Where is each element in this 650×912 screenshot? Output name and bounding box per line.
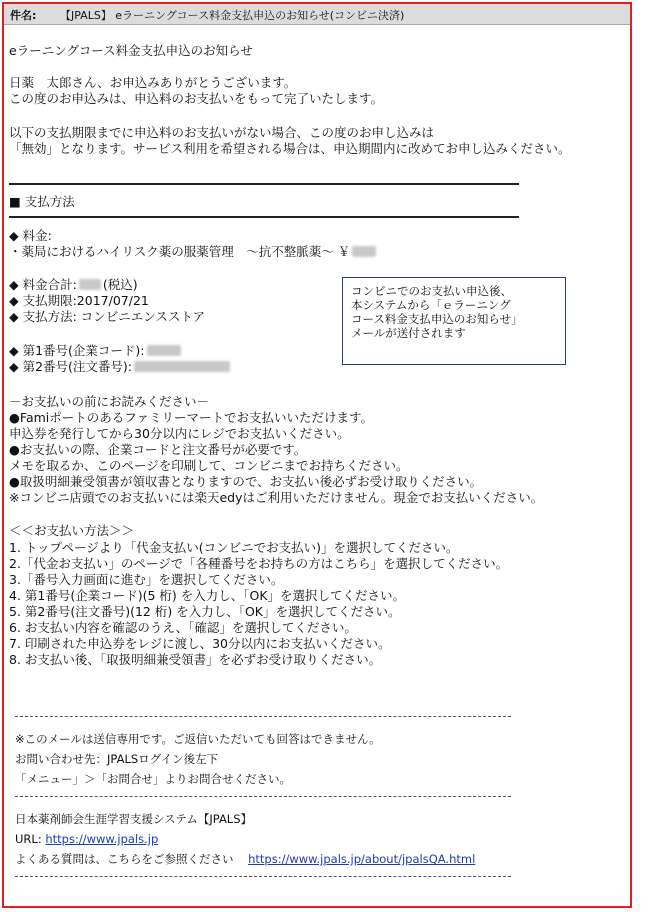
contact-info: お問い合わせ先：JPALSログイン後左下 [15, 752, 219, 766]
how-to-step: 5. 第2番号(注文番号)(12 桁) を入力し、「OK」を選択してください。 [9, 604, 401, 619]
url-label: URL: [15, 832, 42, 846]
no-reply-notice: ※このメールは送信専用です。ご返信いただいても回答はできません。 [15, 732, 381, 746]
fee-label: ◆ 料金: [9, 228, 52, 243]
first-number-line [9, 344, 183, 358]
how-to-step: 6. お支払い内容を確認のうえ、「確認」を選択してください。 [9, 620, 357, 635]
notice-line-2: 「無効」となります。サービス利用を希望される場合は、申込期間内に改めてお申し込みください。 [9, 141, 571, 156]
how-to-step: 3.「番号入力画面に進む」を選択してください。 [9, 572, 284, 587]
redacted-company-code [147, 345, 181, 356]
how-to-step: 7. 印刷された申込券をレジに渡し、30分以内にお支払いください。 [9, 636, 391, 651]
subject-label: 件名: [10, 9, 37, 22]
section-rule-top [9, 183, 519, 185]
total-line [9, 278, 138, 292]
method-line: ◆ 支払方法: コンビニエンスストア [9, 309, 206, 324]
contact-menu: 「メニュー」＞「お問合せ」よりお問合せください。 [15, 772, 291, 786]
section-title: ■ 支払方法 [9, 194, 75, 209]
subject-value: 【JPALS】 eラーニングコース料金支払申込のお知らせ(コンビニ決済) [60, 9, 405, 22]
how-to-step: 8. お支払い後、「取扱明細兼受領書」を必ずお受け取りください。 [9, 652, 382, 667]
read-before-line: ●取扱明細兼受領書が領収書となりますので、お支払い後必ずお受け取りください。 [9, 474, 483, 489]
how-to-step: 4. 第1番号(企業コード)(5 桁) を入力し、「OK」を選択してください。 [9, 588, 406, 603]
faq-url-link[interactable]: https://www.jpals.jp/about/jpalsQA.html [248, 852, 476, 866]
organization-name: 日本薬剤師会生涯学習支援システム【JPALS】 [15, 812, 253, 826]
faq-label: よくある質問は、こちらをご参照ください [15, 852, 234, 866]
read-before-line: ●お支払いの際、企業コードと注文番号が必要です。 [9, 442, 307, 457]
first-number-label: ◆ 第1番号(企業コード): [9, 343, 145, 358]
annotation-callout: コンビニでのお支払い申込後、 本システムから「ｅラーニング コース料金支払申込のお知らせ」 メールが送付されます [342, 277, 566, 365]
deadline-line: ◆ 支払期限:2017/07/21 [9, 293, 149, 308]
how-to-step: 1. トップページより「代金支払い(コンビニでお支払い)」を選択してください。 [9, 540, 459, 555]
read-before-title: －お支払いの前にお読みください－ [9, 394, 210, 409]
subject-bar [4, 4, 630, 25]
read-before-line: 申込券を発行してから30分以内にレジでお支払いください。 [9, 426, 350, 441]
read-before-line: ●Famiポートのあるファミリーマートでお支払いいただけます。 [9, 410, 374, 425]
redacted-total [79, 279, 101, 290]
footer-divider [15, 876, 511, 877]
section-rule-bottom [9, 216, 519, 218]
second-number-line [9, 360, 232, 374]
footer-divider [15, 716, 511, 717]
redacted-order-number [134, 361, 230, 372]
notice-line-1: 以下の支払期限までに申込料のお支払いがない場合、この度のお申し込みは [9, 125, 435, 140]
read-before-line: メモを取るか、このページを印刷して、コンビニまでお持ちください。 [9, 458, 409, 473]
second-number-label: ◆ 第2番号(注文番号): [9, 359, 133, 374]
how-to-step: 2.「代金お支払い」のページで「各種番号をお持ちの方はこちら」を選択してください。 [9, 556, 509, 571]
read-before-line: ※コンビニ店頭でのお支払いには楽天edyはご利用いただけません。現金でお支払いください。 [9, 490, 544, 505]
greeting-line-2: この度のお申込みは、申込料のお支払いをもって完了いたします。 [9, 91, 384, 106]
how-to-title: ＜＜お支払い方法＞＞ [9, 523, 135, 538]
greeting-line-1: 日薬 太郎さん、お申込みありがとうございます。 [9, 75, 297, 90]
fee-item [9, 245, 378, 259]
footer-divider [15, 796, 511, 797]
total-suffix: (税込) [102, 277, 138, 292]
fee-item-text: ・薬局におけるハイリスク薬の服薬管理 ～抗不整脈薬～ ￥ [9, 244, 351, 259]
jpals-url-link[interactable]: https://www.jpals.jp [45, 832, 159, 846]
redacted-price [352, 246, 376, 257]
total-label: ◆ 料金合計: [9, 277, 77, 292]
email-heading: eラーニングコース料金支払申込のお知らせ [9, 43, 253, 58]
faq-line [15, 852, 475, 866]
url-line [15, 832, 158, 846]
